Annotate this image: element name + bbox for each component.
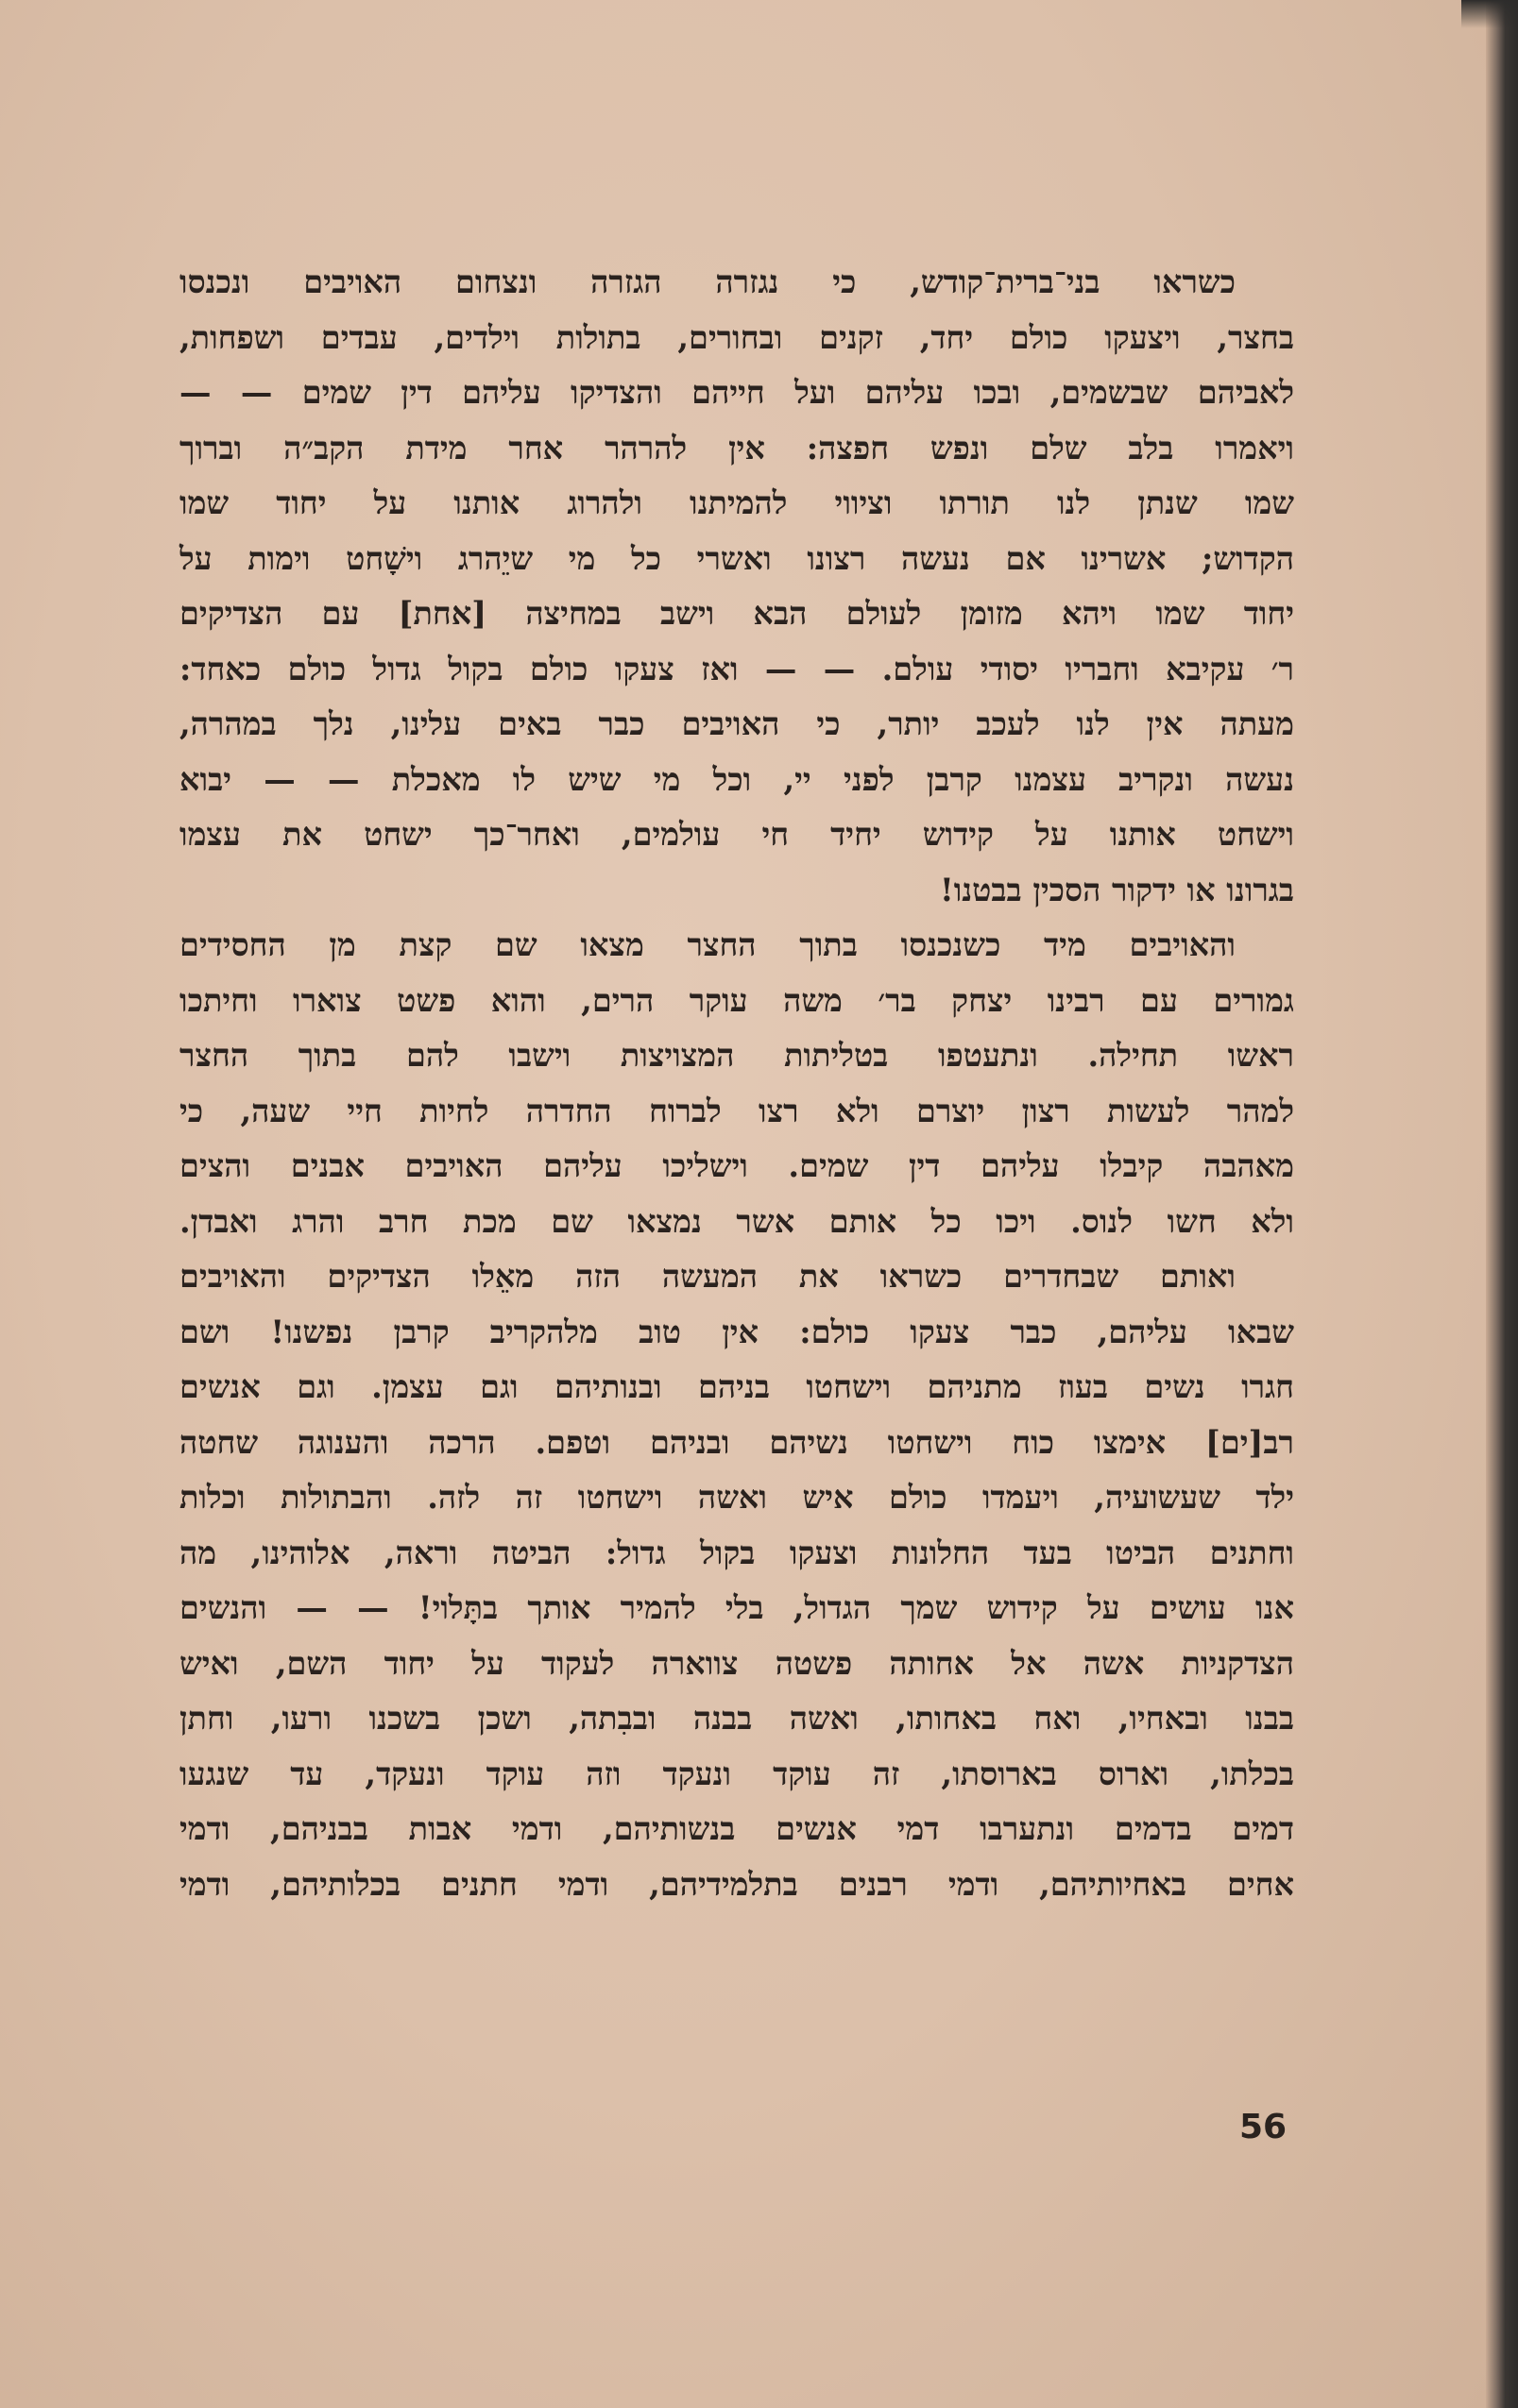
text-line: ר׳ עקיבא וחבריו יסודי עולם. — — ואז צעקו כולם בקול גדול כולם כאחד:: [179, 650, 1294, 687]
text-line: בחצר, ויצעקו כולם יחד, זקנים ובחורים, בתולות וילדים, עבדים ושפחות,: [179, 318, 1294, 356]
text-line: ואותם שבחדרים כשראו את המעשה הזה מאֵלו הצדיקים והאויבים: [179, 1258, 1236, 1295]
scan-edge-corner: [1461, 0, 1518, 28]
text-line: גמורים עם רבינו יצחק בר׳ משה עוקר הרים, והוא פשט צוארו וחיתכו: [179, 981, 1294, 1019]
text-line: שבאו עליהם, כבר צעקו כולם: אין טוב מלהקריב קרבן נפשנו! ושם: [179, 1313, 1294, 1350]
text-line: ויאמרו בלב שלם ונפש חפצה: אין להרהר אחר מידת הקב״ה וברוך: [179, 429, 1294, 466]
text-line: וחתנים הביטו בעד החלונות וצעקו בקול גדול: הביטה וראה, אלוהינו, מה: [179, 1534, 1294, 1571]
text-line: רב[ים] אימצו כוח וישחטו נשיהם ובניהם וטפם. הרכה והענוגה שחטה: [179, 1423, 1294, 1461]
text-line: יחוד שמו ויהא מזומן לעולם הבא וישב במחיצה [אחת] עם הצדיקים: [179, 595, 1294, 632]
text-line: נעשה ונקריב עצמנו קרבן לפני יי, וכל מי שיש לו מאכלת — — יבוא: [179, 760, 1294, 798]
text-line: אנו עושים על קידוש שמך הגדול, בלי להמיר אותך בתָּלוי! — — והנשים: [179, 1589, 1294, 1626]
text-line: אחים באחיותיהם, ודמי רבנים בתלמידיהם, ודמי חתנים בכלותיהם, ודמי: [179, 1865, 1294, 1903]
text-line: והאויבים מיד כשנכנסו בתוך החצר מצאו שם קצת מן החסידים: [179, 926, 1236, 963]
text-line: בגרונו או ידקור הסכין בבטנו!: [940, 871, 1294, 908]
text-line: כשראו בני־ברית־קודש, כי נגזרה הגזרה ונצחום האויבים ונכנסו: [179, 263, 1236, 300]
text-line: ראשו תחילה. ונתעטפו בטליתות המצויצות וישבו להם בתוך החצר: [179, 1037, 1294, 1074]
page-body-text: [179, 255, 1294, 1912]
text-line: מאהבה קיבלו עליהם דין שמים. וישליכו עליהם האויבים אבנים והצים: [179, 1147, 1294, 1184]
text-line: שמו שנתן לנו תורתו וציווי להמיתנו ולהרוג אותנו על יחוד שמו: [179, 484, 1294, 521]
text-line: דמים בדמים ונתערבו דמי אנשים בנשותיהם, ודמי אבות בבניהם, ודמי: [179, 1810, 1294, 1847]
scan-edge-shadow: [1486, 0, 1518, 2408]
text-line: בכלתו, וארוס בארוסתו, זה עוקד ונעקד וזה עוקד ונעקד, עד שנגעו: [179, 1755, 1294, 1792]
text-line: הצדקניות אשה אל אחותה פשטה צווארה לעקוד על יחוד השם, ואיש: [179, 1644, 1294, 1682]
text-line: וישחט אותנו על קידוש יחיד חי עולמים, ואחר־כך ישחט את עצמו: [179, 816, 1294, 853]
text-line: לאביהם שבשמים, ובכו עליהם ועל חייהם והצדיקו עליהם דין שמים — —: [179, 374, 1294, 411]
text-line: מעתה אין לנו לעכב יותר, כי האויבים כבר באים עלינו, נלך במהרה,: [179, 705, 1294, 742]
text-line: בבנו ובאחיו, ואח באחותו, ואשה בבנה ובבִתה, ושכן בשכנו ורעו, וחתן: [179, 1700, 1294, 1737]
page-number: 56: [1239, 2108, 1288, 2146]
text-line: חגרו נשים בעוז מתניהם וישחטו בניהם ובנותיהם וגם עצמן. וגם אנשים: [179, 1368, 1294, 1405]
text-line: ולא חשו לנוס. ויכו כל אותם אשר נמצאו שם מכת חרב והרג ואבדן.: [179, 1202, 1294, 1240]
text-line: למהר לעשות רצון יוצרם ולא רצו לברוח החדרה לחיות חיי שעה, כי: [179, 1092, 1294, 1129]
text-line: ילד שעשועיה, ויעמדו כולם איש ואשה וישחטו זה לזה. והבתולות וכלות: [179, 1479, 1294, 1516]
text-line: הקדוש; אשרינו אם נעשה רצונו ואשרי כל מי שיֵהרג וישָׁחט וימות על: [179, 539, 1294, 577]
